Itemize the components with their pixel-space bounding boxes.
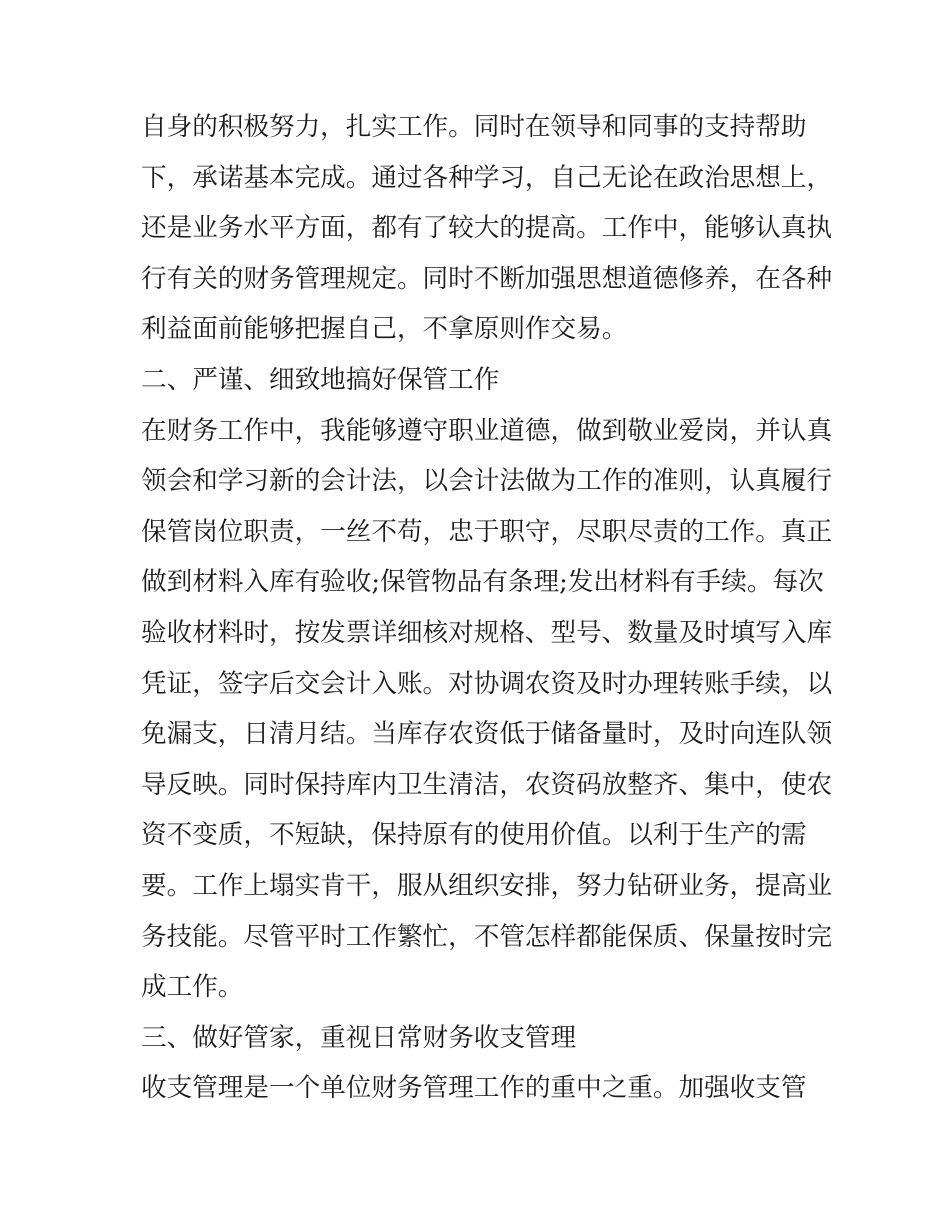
paragraph-line: 收支管理是一个单位财务管理工作的重中之重。加强收支管 [141,1073,807,1104]
paragraph-line: 利益面前能够把握自己，不拿原则作交易。 [141,314,628,345]
section-heading-2: 二、严谨、细致地搞好保管工作 [141,364,500,395]
paragraph-line: 资不变质，不短缺，保持原有的使用价值。以利于生产的需 [141,820,807,851]
paragraph-line: 还是业务水平方面，都有了较大的提高。工作中，能够认真执 [141,213,833,244]
paragraph-line: 保管岗位职责，一丝不苟，忠于职守，尽职尽责的工作。真正 [141,516,833,547]
section-heading-3: 三、做好管家，重视日常财务收支管理 [141,1022,577,1053]
paragraph-line: 成工作。 [141,972,244,1003]
paragraph-line: 务技能。尽管平时工作繁忙，不管怎样都能保质、保量按时完 [141,921,833,952]
paragraph-line: 做到材料入库有验收;保管物品有条理;发出材料有手续。每次 [141,567,824,598]
paragraph-line: 下，承诺基本完成。通过各种学习，自己无论在政治思想上， [141,162,833,193]
paragraph-line: 验收材料时，按发票详细核对规格、型号、数量及时填写入库 [141,617,833,648]
paragraph-line: 凭证，签字后交会计入账。对协调农资及时办理转账手续，以 [141,668,833,699]
paragraph-line: 自身的积极努力，扎实工作。同时在领导和同事的支持帮助 [141,112,807,142]
paragraph-line: 要。工作上塌实肯干，服从组织安排，努力钻研业务，提高业 [141,870,833,901]
paragraph-line: 导反映。同时保持库内卫生清洁，农资码放整齐、集中，使农 [141,769,833,800]
paragraph-line: 在财务工作中，我能够遵守职业道德，做到敬业爱岗，并认真 [141,415,833,446]
document-body [141,102,831,1114]
paragraph-line: 领会和学习新的会计法，以会计法做为工作的准则，认真履行 [141,466,833,497]
paragraph-line: 行有关的财务管理规定。同时不断加强思想道德修养，在各种 [141,263,833,294]
paragraph-line: 免漏支，日清月结。当库存农资低于储备量时，及时向连队领 [141,719,833,750]
